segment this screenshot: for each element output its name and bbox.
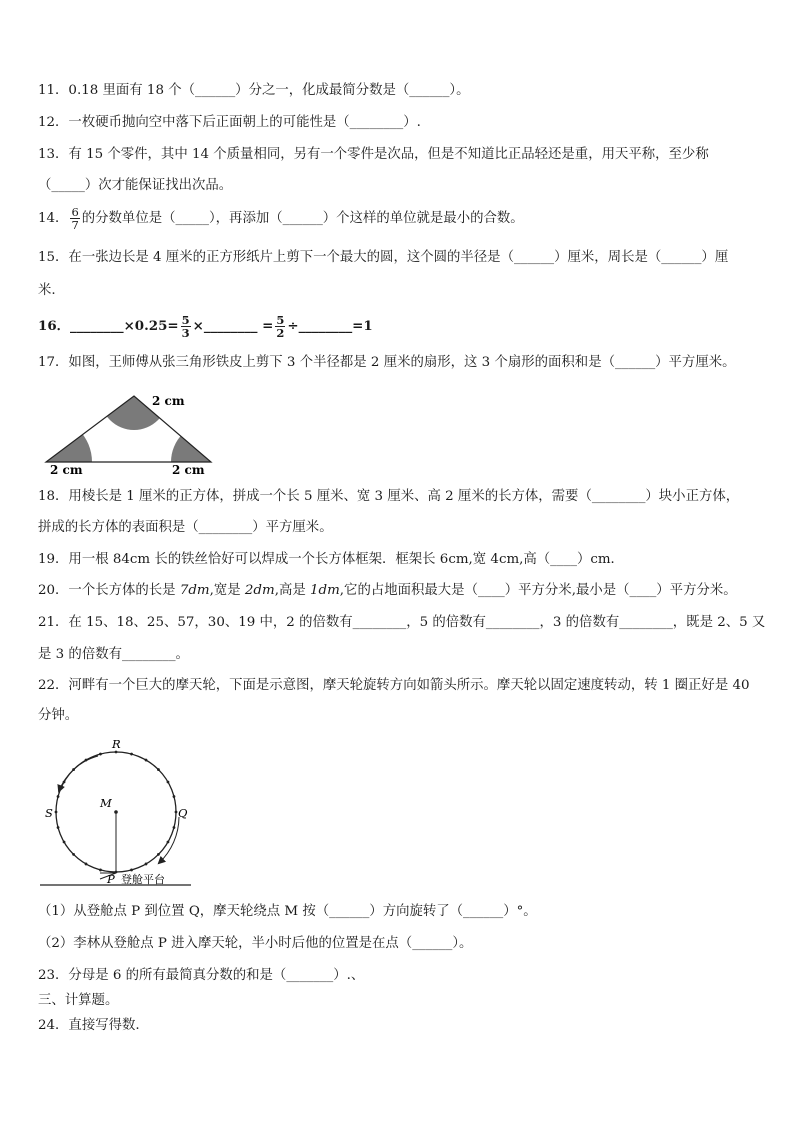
question-21-line1: 21．在 15、18、25、57，30、19 中，2 的倍数有________，5 的倍数有________，3 的倍数有________，既是 2、5 又 [38, 615, 766, 630]
question-22-part2: （2）李林从登舱点 P 进入摩天轮，半小时后他的位置是在点（______）。 [38, 936, 473, 951]
fraction-denominator: 7 [71, 218, 79, 232]
question-11: 11．0.18 里面有 18 个（______）分之一，化成最简分数是（______）。 [38, 83, 470, 98]
label-right-2cm: 2 cm [172, 463, 205, 476]
wheel-seat-dot [72, 853, 75, 856]
fraction-numerator: 5 [181, 313, 190, 327]
q14-suffix: 的分数单位是（_____），再添加（______）个这样的单位就是最小的合数。 [81, 211, 524, 226]
fraction-5-2 [275, 314, 285, 339]
question-13-line1: 13．有 15 个零件，其中 14 个质量相同，另有一个零件是次品，但是不知道比正品轻还是重，用天平称，至少称 [38, 147, 709, 162]
question-16 [38, 314, 373, 339]
wheel-seat-dot [85, 863, 88, 866]
wheel-seat-dot [173, 795, 176, 798]
center-point-m [114, 810, 118, 814]
wheel-seat-dot [145, 863, 148, 866]
section-heading-3: 三、计算题。 [38, 993, 119, 1008]
question-21-line2: 是 3 的倍数有________。 [38, 647, 189, 662]
q20-p1: 20．一个长方体的长是 [38, 583, 180, 598]
wheel-seat-dot [99, 869, 102, 872]
wheel-seat-dot [99, 753, 102, 756]
question-18-line1: 18．用棱长是 1 厘米的正方体，拼成一个长 5 厘米、宽 3 厘米、高 2 厘米的长方体，需要（________）块小正方体， [38, 489, 740, 504]
question-22-part1: （1）从登舱点 P 到位置 Q，摩天轮绕点 M 按（______）方向旋转了（______）°。 [38, 904, 537, 919]
question-19: 19．用一根 84cm 长的铁丝恰好可以焊成一个长方体框架．框架长 6cm,宽 4cm,高（____）cm． [38, 552, 624, 567]
point-m-label: M [100, 796, 112, 810]
ferris-wheel-figure [36, 735, 206, 891]
point-r-label: R [112, 737, 121, 751]
question-14 [38, 206, 524, 231]
q20-height: 1dm [310, 583, 340, 598]
wheel-seat-dot [173, 826, 176, 829]
question-24: 24．直接写得数. [38, 1018, 140, 1033]
wheel-seat-dot [175, 811, 178, 814]
question-17: 17．如图，王师傅从张三角形铁皮上剪下 3 个半径都是 2 厘米的扇形，这 3 个扇形的面积和是（______）平方厘米。 [38, 355, 736, 370]
wheel-seat-dot [130, 753, 133, 756]
q20-p3: ,高是 [274, 583, 310, 598]
triangle-sectors-figure [40, 388, 220, 476]
fraction-denominator: 2 [276, 326, 285, 340]
rotation-arrow-left [59, 756, 98, 791]
label-left-2cm: 2 cm [50, 463, 83, 476]
q20-length: 7dm [179, 583, 210, 598]
q16-part1: 16．________×0.25= [38, 318, 179, 334]
question-15-line1: 15．在一张边长是 4 厘米的正方形纸片上剪下一个最大的圆，这个圆的半径是（______）厘米，周长是（______）厘 [38, 250, 729, 265]
point-p-label: P [107, 872, 115, 886]
wheel-seat-dot [130, 869, 133, 872]
question-20 [38, 582, 737, 600]
wheel-seat-dot [57, 826, 60, 829]
question-23: 23．分母是 6 的所有最简真分数的和是（_______）.、 [38, 968, 365, 983]
fraction-denominator: 3 [181, 326, 190, 340]
question-22-line1: 22．河畔有一个巨大的摩天轮，下面是示意图，摩天轮旋转方向如箭头所示。摩天轮以固定速度转动，转 1 圈正好是 40 [38, 678, 750, 693]
wheel-seat-dot [55, 811, 58, 814]
wheel-seat-dot [167, 841, 170, 844]
wheel-seat-dot [167, 781, 170, 784]
label-top-2cm: 2 cm [152, 394, 185, 408]
point-q-label: Q [178, 806, 188, 820]
wheel-seat-dot [57, 795, 60, 798]
q20-p2: ,宽是 [209, 583, 245, 598]
question-15-line2: 米. [38, 283, 56, 298]
question-18-line2: 拼成的长方体的表面积是（________）平方厘米。 [38, 520, 333, 535]
wheel-seat-dot [157, 768, 160, 771]
wheel-seat-dot [115, 751, 118, 754]
point-s-label: S [45, 806, 53, 820]
wheel-seat-dot [63, 841, 66, 844]
question-13-line2: （_____）次才能保证找出次品。 [38, 178, 233, 193]
wheel-seat-dot [145, 759, 148, 762]
fraction-6-7 [70, 206, 79, 231]
wheel-seat-dot [157, 853, 160, 856]
q14-prefix: 14． [38, 211, 69, 226]
q16-part2: ×________ = [192, 318, 274, 334]
fraction-numerator: 6 [71, 205, 79, 219]
question-22-line2: 分钟。 [38, 708, 79, 723]
platform-label: 登舱平台 [121, 873, 165, 886]
fraction-numerator: 5 [276, 313, 285, 327]
q16-part3: ÷________=1 [287, 318, 373, 334]
q20-width: 2dm [244, 583, 275, 598]
fraction-5-3 [181, 314, 191, 339]
q20-p4: ,它的占地面积最大是（____）平方分米,最小是（____）平方分米。 [339, 583, 737, 598]
question-12: 12．一枚硬币抛向空中落下后正面朝上的可能性是（________）. [38, 115, 421, 130]
